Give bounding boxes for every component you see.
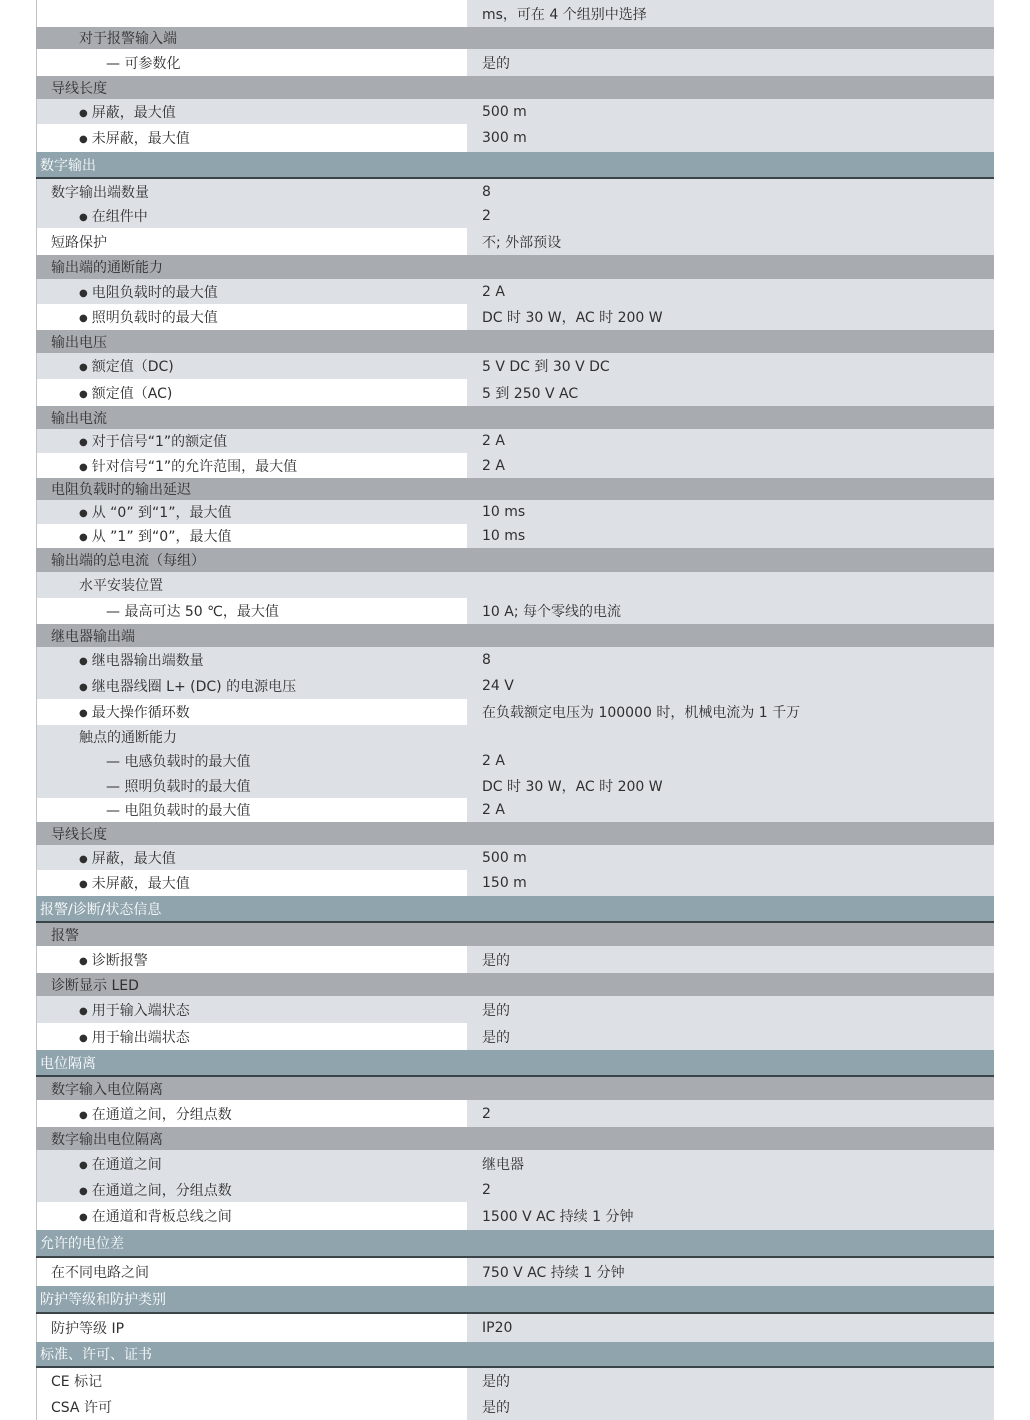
spec-value: 2 A xyxy=(482,752,505,769)
table-border xyxy=(36,699,37,725)
table-border xyxy=(36,1258,37,1286)
bullet-icon: ● xyxy=(79,1109,88,1121)
spec-row xyxy=(36,725,994,748)
spec-label-text: 最大操作循环数 xyxy=(91,705,190,721)
group-title: 数字输出电位隔离 xyxy=(51,1131,163,1148)
table-border xyxy=(36,500,37,524)
value-cell xyxy=(467,279,994,304)
spec-label-text: 在通道之间，分组点数 xyxy=(91,1106,232,1123)
spec-row xyxy=(36,1368,994,1394)
table-border xyxy=(36,179,37,204)
group-title: 对于报警输入端 xyxy=(79,31,177,47)
value-cell xyxy=(467,946,994,973)
spec-row xyxy=(36,304,994,330)
spec-label xyxy=(51,1262,149,1282)
spec-label xyxy=(79,676,296,696)
value-cell xyxy=(467,49,994,76)
spec-label xyxy=(106,53,180,73)
table-border xyxy=(36,845,37,870)
spec-label xyxy=(79,1206,232,1226)
value-cell xyxy=(467,500,994,524)
value-cell xyxy=(467,996,994,1023)
value-cell xyxy=(467,179,994,204)
table-border xyxy=(36,429,37,453)
spec-row xyxy=(36,1100,994,1127)
spec-label-text: 用于输出端状态 xyxy=(91,1029,190,1046)
bullet-icon: ● xyxy=(79,212,88,223)
spec-value: 2 A xyxy=(482,433,505,449)
spec-value: 24 V xyxy=(482,678,514,694)
spec-value: 2 A xyxy=(482,283,505,300)
value-cell xyxy=(467,572,994,598)
group-title: 数字输入电位隔离 xyxy=(51,1081,163,1098)
value-cell xyxy=(467,1314,994,1342)
spec-label xyxy=(79,383,172,403)
group-header xyxy=(36,548,994,572)
spec-label xyxy=(79,356,174,376)
table-border xyxy=(36,379,37,406)
spec-label-text: 电阻负载时的最大值 xyxy=(91,284,218,301)
spec-value: 750 V AC 持续 1 分钟 xyxy=(482,1265,625,1281)
spec-label-text: 防护等级 IP xyxy=(51,1321,125,1337)
spec-row xyxy=(36,845,994,870)
group-title: 输出端的总电流（每组） xyxy=(51,553,205,569)
group-header xyxy=(36,1127,994,1150)
spec-label xyxy=(106,800,250,820)
bullet-icon: ● xyxy=(79,508,88,519)
spec-row xyxy=(36,204,994,228)
value-cell xyxy=(467,1100,994,1127)
group-header xyxy=(36,406,994,429)
spec-label-text: 继电器线圈 L+ (DC) 的电源电压 xyxy=(91,679,297,695)
value-cell xyxy=(467,124,994,152)
spec-label xyxy=(79,873,190,893)
spec-label xyxy=(79,282,218,302)
label-cell xyxy=(36,748,467,773)
spec-row xyxy=(36,1023,994,1050)
spec-row xyxy=(36,124,994,152)
spec-row xyxy=(36,179,994,204)
bullet-icon: ● xyxy=(79,955,88,967)
bullet-icon: ● xyxy=(79,1212,88,1223)
table-border xyxy=(36,1368,37,1394)
table-border xyxy=(36,870,37,896)
spec-label xyxy=(79,102,176,122)
spec-label-text: 额定值（AC) xyxy=(91,385,173,402)
table-border xyxy=(36,996,37,1023)
spec-label xyxy=(106,776,250,796)
group-header xyxy=(36,923,994,946)
value-cell xyxy=(467,1368,994,1394)
spec-label-text: 未屏蔽，最大值 xyxy=(91,876,190,892)
table-border xyxy=(36,1314,37,1342)
value-cell xyxy=(467,99,994,124)
table-border xyxy=(36,946,37,973)
section-title: 报警/诊断/状态信息 xyxy=(40,901,162,918)
spec-value: 300 m xyxy=(482,130,527,146)
value-cell xyxy=(467,870,994,896)
spec-row xyxy=(36,870,994,896)
spec-label xyxy=(79,848,176,868)
spec-label-text: 数字输出端数量 xyxy=(51,184,149,201)
spec-label xyxy=(79,650,204,670)
bullet-icon: ● xyxy=(79,1032,88,1044)
table-border xyxy=(36,279,37,304)
spec-value: 500 m xyxy=(482,849,527,866)
spec-value: 5 V DC 到 30 V DC xyxy=(482,359,610,375)
spec-row xyxy=(36,598,994,624)
group-title: 导线长度 xyxy=(51,826,107,843)
value-cell xyxy=(467,1394,994,1420)
spec-label-text: 屏蔽，最大值 xyxy=(91,850,176,867)
spec-value: ms，可在 4 个组别中选择 xyxy=(482,6,647,23)
spec-value: 继电器 xyxy=(482,1156,524,1173)
bullet-icon: ● xyxy=(79,287,88,299)
section-title: 允许的电位差 xyxy=(40,1236,124,1252)
spec-value: DC 时 30 W，AC 时 200 W xyxy=(482,310,663,326)
spec-value: 2 xyxy=(482,208,491,224)
section-title: 防护等级和防护类别 xyxy=(40,1292,166,1308)
spec-label-text: 短路保护 xyxy=(51,234,107,251)
section-header xyxy=(36,1050,994,1077)
value-cell xyxy=(467,725,994,748)
spec-row xyxy=(36,500,994,524)
spec-label xyxy=(79,1000,190,1020)
bullet-icon: ● xyxy=(79,1005,88,1017)
value-cell xyxy=(467,798,994,822)
spec-row xyxy=(36,1177,994,1202)
bullet-icon: ● xyxy=(79,708,88,719)
group-title: 输出电压 xyxy=(51,334,107,351)
group-header xyxy=(36,27,994,49)
table-border xyxy=(36,1177,37,1202)
bullet-icon: ● xyxy=(79,682,88,693)
section-header xyxy=(36,896,994,923)
spec-row xyxy=(36,798,994,822)
table-border xyxy=(36,1150,37,1177)
table-border xyxy=(36,725,37,748)
group-header xyxy=(36,822,994,845)
spec-label-text: 用于输入端状态 xyxy=(91,1002,190,1019)
table-border xyxy=(36,1100,37,1127)
group-header xyxy=(36,624,994,647)
spec-label xyxy=(79,702,190,722)
spec-label-text: — 电感负载时的最大值 xyxy=(106,753,251,770)
group-title: 输出电流 xyxy=(51,410,107,427)
spec-value: 2 xyxy=(482,1105,491,1122)
spec-value: 是的 xyxy=(482,1002,510,1019)
section-header xyxy=(36,1342,994,1368)
spec-label xyxy=(79,206,148,226)
spec-row xyxy=(36,429,994,453)
section-title: 标准、许可、证书 xyxy=(40,1347,152,1363)
table-border xyxy=(36,49,37,76)
value-cell xyxy=(467,204,994,228)
spec-label xyxy=(106,751,250,771)
spec-value: 8 xyxy=(482,652,491,668)
spec-value: DC 时 30 W，AC 时 200 W xyxy=(482,778,663,795)
spec-value: 2 xyxy=(482,1181,491,1198)
label-cell xyxy=(36,773,467,798)
spec-row xyxy=(36,773,994,798)
spec-label-text: 从 “0” 到“1”，最大值 xyxy=(91,505,232,521)
group-header xyxy=(36,1077,994,1100)
table-border xyxy=(36,572,37,598)
spec-label xyxy=(79,1180,232,1200)
group-title: 输出端的通断能力 xyxy=(51,260,163,276)
bullet-icon: ● xyxy=(79,388,88,400)
spec-row xyxy=(36,946,994,973)
table-border xyxy=(36,524,37,548)
spec-value: 是的 xyxy=(482,1374,510,1390)
bullet-icon: ● xyxy=(79,437,88,448)
spec-row xyxy=(36,0,994,27)
spec-value: 是的 xyxy=(482,55,510,72)
bullet-icon: ● xyxy=(79,134,88,145)
bullet-icon: ● xyxy=(79,1185,88,1197)
spec-row xyxy=(36,49,994,76)
table-border xyxy=(36,124,37,152)
spec-label-text: 额定值（DC) xyxy=(91,359,174,375)
value-cell xyxy=(467,524,994,548)
table-border xyxy=(36,1023,37,1050)
group-header xyxy=(36,973,994,996)
spec-label-text: 照明负载时的最大值 xyxy=(91,310,218,326)
spec-label-text: 在通道之间 xyxy=(91,1156,162,1173)
section-header xyxy=(36,152,994,179)
spec-value: 是的 xyxy=(482,1400,510,1416)
value-cell xyxy=(467,845,994,870)
spec-value: 8 xyxy=(482,183,491,200)
spec-table xyxy=(36,0,994,1420)
value-cell xyxy=(467,1177,994,1202)
spec-label xyxy=(106,601,279,621)
value-cell xyxy=(467,429,994,453)
table-border xyxy=(36,0,37,27)
value-cell xyxy=(467,748,994,773)
spec-row xyxy=(36,228,994,255)
spec-label-text: CE 标记 xyxy=(51,1374,103,1390)
table-border xyxy=(36,353,37,379)
spec-value: 在负载额定电压为 100000 时，机械电流为 1 千万 xyxy=(482,705,801,721)
spec-label xyxy=(79,307,218,327)
bullet-icon: ● xyxy=(79,313,88,324)
spec-row xyxy=(36,1258,994,1286)
bullet-icon: ● xyxy=(79,879,88,890)
spec-row xyxy=(36,673,994,699)
spec-value: 10 ms xyxy=(482,504,526,520)
spec-row xyxy=(36,279,994,304)
table-border xyxy=(36,453,37,478)
group-title: 诊断显示 LED xyxy=(51,977,139,994)
group-title: 报警 xyxy=(51,927,79,944)
spec-value: 2 A xyxy=(482,802,505,818)
group-header xyxy=(36,330,994,353)
bullet-icon: ● xyxy=(79,656,88,667)
spec-value: 150 m xyxy=(482,875,527,891)
spec-label-text: 继电器输出端数量 xyxy=(91,653,204,669)
spec-label-text: 针对信号“1”的允许范围，最大值 xyxy=(91,458,298,475)
bullet-icon: ● xyxy=(79,461,88,473)
spec-value: IP20 xyxy=(482,1320,513,1336)
spec-value: 1500 V AC 持续 1 分钟 xyxy=(482,1209,634,1225)
spec-label xyxy=(79,1154,162,1174)
spec-label-text: 从 ”1” 到“0”，最大值 xyxy=(91,529,232,545)
spec-row xyxy=(36,99,994,124)
spec-value: 2 A xyxy=(482,457,505,474)
table-border xyxy=(36,673,37,699)
spec-value: 10 A; 每个零线的电流 xyxy=(482,604,622,620)
spec-row xyxy=(36,379,994,406)
spec-row xyxy=(36,572,994,598)
table-border xyxy=(36,1394,37,1420)
table-border xyxy=(36,748,37,773)
bullet-icon: ● xyxy=(79,362,88,373)
spec-value: 5 到 250 V AC xyxy=(482,385,579,402)
spec-label xyxy=(51,182,149,202)
spec-row xyxy=(36,647,994,673)
spec-label-text: 在不同电路之间 xyxy=(51,1265,149,1281)
value-cell xyxy=(467,673,994,699)
label-cell xyxy=(36,49,467,76)
spec-row xyxy=(36,1314,994,1342)
table-border xyxy=(36,798,37,822)
spec-label xyxy=(51,1371,102,1391)
spec-label-text: 水平安装位置 xyxy=(79,578,163,594)
group-header xyxy=(36,478,994,500)
spec-value: 不; 外部预设 xyxy=(482,234,562,251)
spec-label xyxy=(79,727,177,747)
spec-label xyxy=(79,526,231,546)
table-border xyxy=(36,204,37,228)
spec-label xyxy=(79,575,163,595)
bullet-icon: ● xyxy=(79,532,88,543)
group-title: 导线长度 xyxy=(51,80,107,97)
spec-value: 500 m xyxy=(482,103,527,120)
section-title: 电位隔离 xyxy=(40,1055,96,1072)
spec-label-text: 在通道之间，分组点数 xyxy=(91,1182,232,1199)
bullet-icon: ● xyxy=(79,107,88,119)
spec-label xyxy=(79,1027,190,1047)
value-cell xyxy=(467,1023,994,1050)
spec-label-text: 在通道和背板总线之间 xyxy=(91,1209,232,1225)
spec-label xyxy=(79,456,297,476)
table-border xyxy=(36,773,37,798)
value-cell xyxy=(467,1150,994,1177)
spec-label-text: — 照明负载时的最大值 xyxy=(106,778,251,795)
spec-label-text: — 最高可达 50 ℃，最大值 xyxy=(106,604,279,620)
section-header xyxy=(36,1286,994,1314)
table-border xyxy=(36,1202,37,1230)
group-title: 电阻负载时的输出延迟 xyxy=(51,482,191,498)
label-cell xyxy=(36,798,467,822)
spec-label xyxy=(79,128,190,148)
section-header xyxy=(36,1230,994,1258)
table-border xyxy=(36,647,37,673)
value-cell xyxy=(467,453,994,478)
spec-row xyxy=(36,748,994,773)
label-cell xyxy=(36,0,467,27)
spec-row xyxy=(36,699,994,725)
table-border xyxy=(36,598,37,624)
spec-label-text: 对于信号“1”的额定值 xyxy=(91,434,228,450)
table-border xyxy=(36,99,37,124)
spec-row xyxy=(36,1202,994,1230)
spec-label-text: — 电阻负载时的最大值 xyxy=(106,803,251,819)
spec-label-text: 在组件中 xyxy=(91,209,148,225)
spec-row xyxy=(36,353,994,379)
spec-row xyxy=(36,453,994,478)
spec-value: 10 ms xyxy=(482,528,526,544)
section-title: 数字输出 xyxy=(40,157,96,174)
spec-value: 是的 xyxy=(482,1029,510,1046)
table-border xyxy=(36,228,37,255)
spec-label-text: — 可参数化 xyxy=(106,55,181,72)
spec-label-text: 诊断报警 xyxy=(91,952,148,969)
spec-label-text: 未屏蔽，最大值 xyxy=(91,131,190,147)
spec-row xyxy=(36,1394,994,1420)
spec-label xyxy=(79,431,227,451)
spec-label-text: CSA 许可 xyxy=(51,1400,112,1416)
spec-label xyxy=(79,1104,232,1124)
bullet-icon: ● xyxy=(79,853,88,865)
spec-label xyxy=(79,502,231,522)
spec-label xyxy=(79,950,148,970)
bullet-icon: ● xyxy=(79,1159,88,1171)
table-border xyxy=(36,304,37,330)
value-cell xyxy=(467,647,994,673)
spec-label xyxy=(51,1397,112,1417)
spec-value: 是的 xyxy=(482,952,510,969)
group-header xyxy=(36,76,994,99)
group-header xyxy=(36,255,994,279)
group-title: 继电器输出端 xyxy=(51,628,135,645)
spec-label-text: 触点的通断能力 xyxy=(79,729,177,746)
spec-label xyxy=(51,232,107,252)
spec-label-text: 屏蔽，最大值 xyxy=(91,104,176,121)
spec-label xyxy=(51,1318,124,1338)
spec-row xyxy=(36,996,994,1023)
spec-row xyxy=(36,524,994,548)
spec-row xyxy=(36,1150,994,1177)
